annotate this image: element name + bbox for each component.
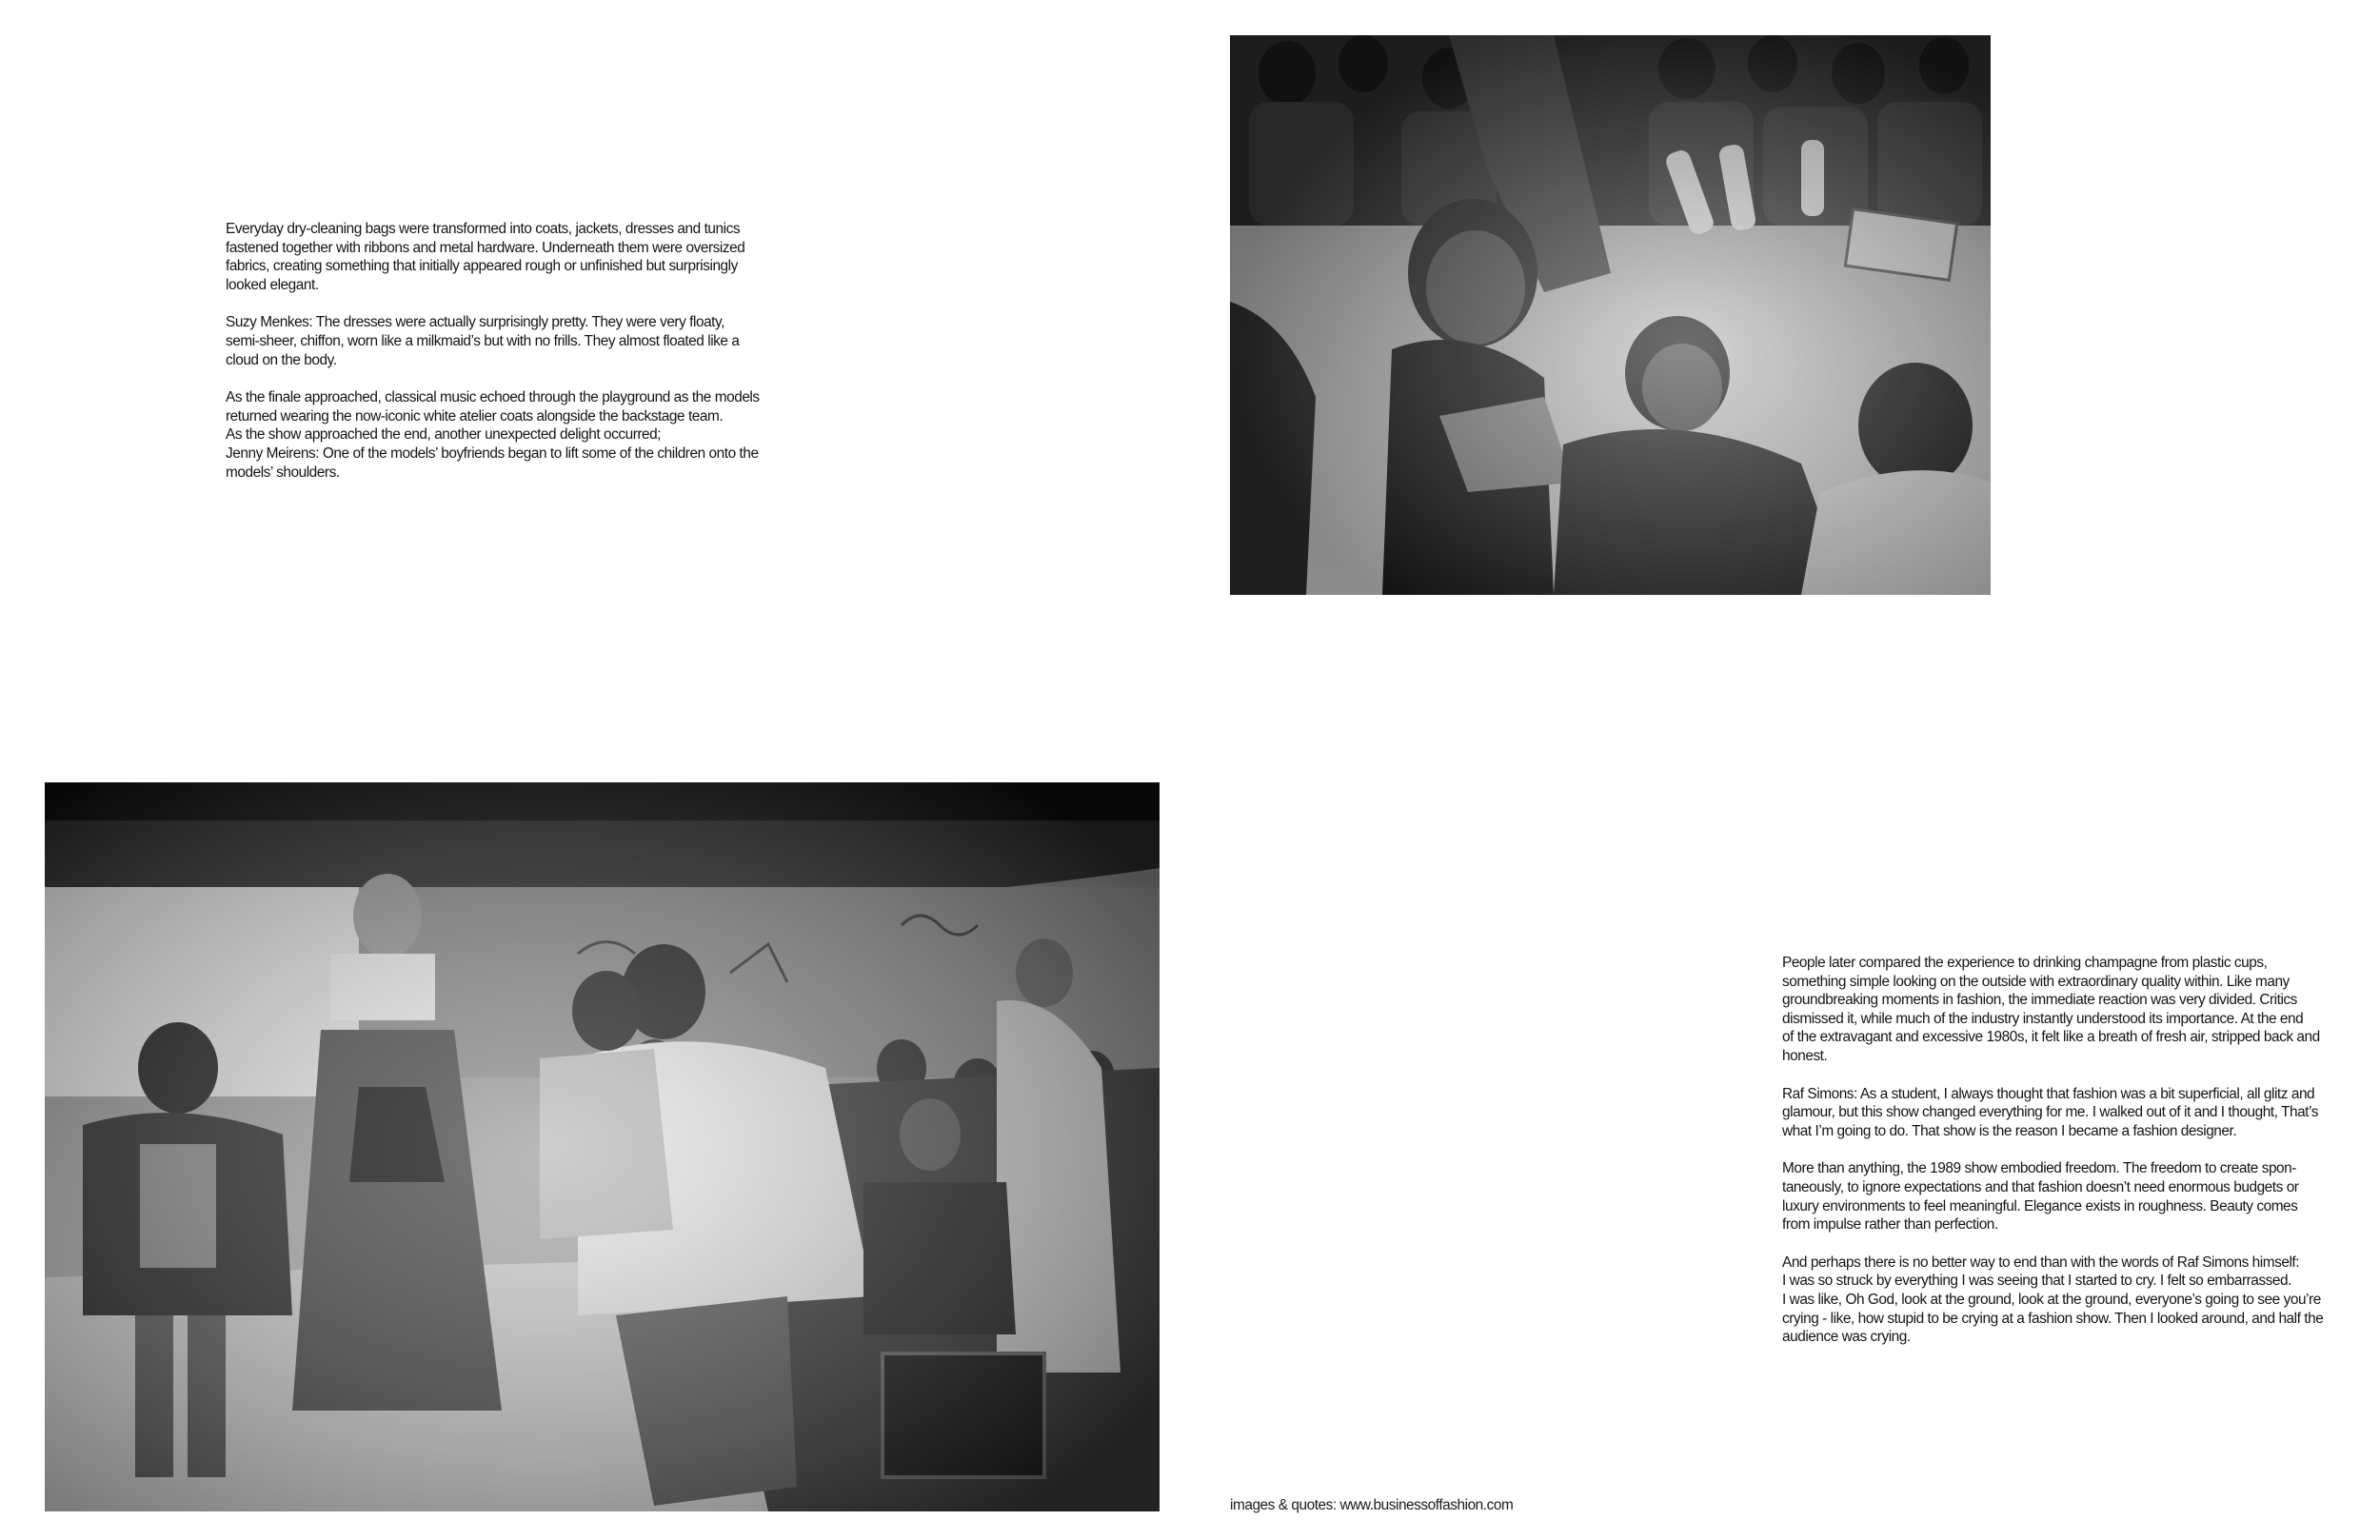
text-line: More than anything, the 1989 show embodied freedom. The freedom to create spon- — [1782, 1160, 2296, 1177]
text-line: semi-sheer, chiffon, worn like a milkmaid’s but with no frills. They almost floated like a — [226, 332, 740, 349]
paragraph — [1782, 1254, 2353, 1347]
photo-children-crowd-illustration — [1230, 35, 1991, 595]
text-line: crying - like, how stupid to be crying at a fashion show. Then I looked around, and half the — [1782, 1310, 2324, 1327]
paragraph — [1782, 954, 2353, 1066]
text-line: I was so struck by everything I was seeing that I started to cry. I felt so embarrassed. — [1782, 1273, 2291, 1290]
photo-runway-children — [45, 782, 1160, 1511]
text-line: Jenny Meirens: One of the models’ boyfriends began to lift some of the children onto the — [226, 444, 759, 462]
top-left-text-block — [226, 220, 797, 482]
photo-runway-children-illustration — [45, 782, 1160, 1511]
paragraph — [226, 313, 797, 369]
image-credit: images & quotes: www.businessoffashion.com — [1230, 1497, 1514, 1513]
text-line: of the extravagant and excessive 1980s, it felt like a breath of fresh air, stripped back and — [1782, 1029, 2320, 1046]
text-line: luxury environments to feel meaningful. Elegance exists in roughness. Beauty comes — [1782, 1197, 2298, 1214]
paragraph — [226, 220, 797, 294]
photo-children-crowd — [1230, 35, 1991, 595]
text-line: And perhaps there is no better way to end than with the words of Raf Simons himself: — [1782, 1254, 2300, 1271]
text-line: audience was crying. — [1782, 1329, 1911, 1346]
bottom-right-text-block — [1782, 954, 2353, 1347]
text-line: models’ shoulders. — [226, 464, 340, 481]
text-line: honest. — [1782, 1047, 1828, 1064]
text-line: As the finale approached, classical music echoed through the playground as the models — [226, 389, 760, 406]
text-line: from impulse rather than perfection. — [1782, 1216, 1998, 1234]
paragraph — [226, 388, 797, 482]
text-line: fastened together with ribbons and metal hardware. Underneath them were oversized — [226, 239, 745, 256]
text-line: groundbreaking moments in fashion, the immediate reaction was very divided. Critics — [1782, 992, 2297, 1009]
text-line: returned wearing the now-iconic white atelier coats alongside the backstage team. — [226, 407, 724, 424]
text-line: Everyday dry-cleaning bags were transformed into coats, jackets, dresses and tunics — [226, 221, 741, 237]
text-line: Suzy Menkes: The dresses were actually surprisingly pretty. They were very floaty, — [226, 314, 724, 331]
text-line: taneously, to ignore expectations and that fashion doesn’t need enormous budgets or — [1782, 1178, 2299, 1195]
text-line: glamour, but this show changed everything for me. I walked out of it and I thought, That’s — [1782, 1104, 2318, 1121]
text-line: I was like, Oh God, look at the ground, look at the ground, everyone’s going to see you’re — [1782, 1291, 2321, 1308]
text-line: fabrics, creating something that initially appeared rough or unfinished but surprisingly — [226, 258, 738, 275]
text-line: looked elegant. — [226, 276, 319, 293]
text-line: what I’m going to do. That show is the reason I became a fashion designer. — [1782, 1122, 2237, 1139]
text-line: dismissed it, while much of the industry instantly understood its importance. At the end — [1782, 1010, 2304, 1027]
text-line: As the show approached the end, another unexpected delight occurred; — [226, 426, 662, 444]
text-line: cloud on the body. — [226, 351, 337, 368]
paragraph — [1782, 1085, 2353, 1141]
text-line: something simple looking on the outside with extraordinary quality within. Like many — [1782, 973, 2290, 990]
paragraph — [1782, 1159, 2353, 1234]
text-line: People later compared the experience to drinking champagne from plastic cups, — [1782, 955, 2268, 971]
text-line: Raf Simons: As a student, I always thought that fashion was a bit superficial, all glitz and — [1782, 1085, 2315, 1102]
